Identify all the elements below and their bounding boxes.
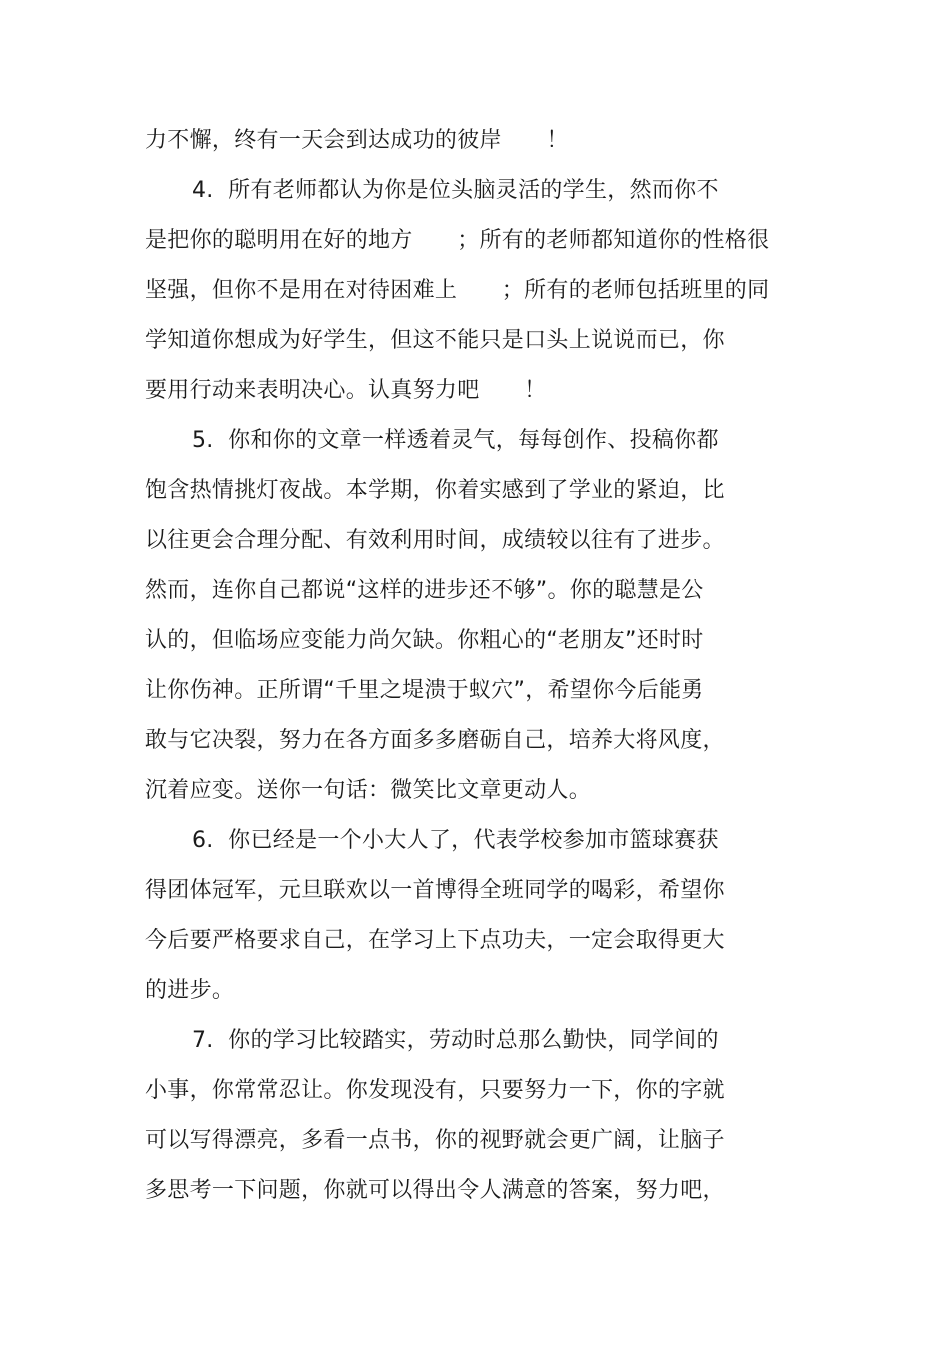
text-line: 是把你的聪明用在好的地方 ；所有的老师都知道你的性格很 — [145, 228, 770, 253]
text-line: 敢与它决裂，努力在各方面多多磨砺自己，培养大将风度， — [145, 728, 725, 753]
text-line: 的进步。 — [145, 978, 235, 1003]
text-line: 今后要严格要求自己，在学习上下点功夫，一定会取得更大 — [145, 928, 725, 953]
text-line: 小事，你常常忍让。你发现没有，只要努力一下，你的字就 — [145, 1078, 725, 1103]
text-line: 力不懈，终有一天会到达成功的彼岸 ！ — [145, 128, 569, 153]
text-line: 沉着应变。送你一句话：微笑比文章更动人。 — [145, 778, 592, 803]
text-line: 得团体冠军，元旦联欢以一首博得全班同学的喝彩，希望你 — [145, 878, 725, 903]
text-line: 学知道你想成为好学生，但这不能只是口头上说说而已，你 — [145, 328, 725, 353]
text-line: 4. 所有老师都认为你是位头脑灵活的学生，然而你不 — [192, 178, 719, 203]
text-line: 7. 你的学习比较踏实，劳动时总那么勤快，同学间的 — [192, 1028, 719, 1053]
text-line: 可以写得漂亮，多看一点书，你的视野就会更广阔，让脑子 — [145, 1128, 725, 1153]
text-line: 坚强，但你不是用在对待困难上 ；所有的老师包括班里的同 — [145, 278, 770, 303]
text-line: 要用行动来表明决心。认真努力吧 ！ — [145, 378, 547, 403]
text-line: 饱含热情挑灯夜战。本学期，你着实感到了学业的紧迫，比 — [145, 478, 725, 503]
text-line: 多思考一下问题，你就可以得出令人满意的答案，努力吧， — [145, 1178, 725, 1203]
text-line: 6. 你已经是一个小大人了，代表学校参加市篮球赛获 — [192, 828, 719, 853]
text-line: 让你伤神。正所谓“千里之堤溃于蚁穴”，希望你今后能勇 — [145, 678, 704, 703]
text-line: 5. 你和你的文章一样透着灵气，每每创作、投稿你都 — [192, 428, 719, 453]
text-line: 然而，连你自己都说“这样的进步还不够”。你的聪慧是公 — [145, 578, 704, 603]
text-line: 认的，但临场应变能力尚欠缺。你粗心的“老朋友”还时时 — [145, 628, 704, 653]
text-line: 以往更会合理分配、有效利用时间，成绩较以往有了进步。 — [145, 528, 725, 553]
